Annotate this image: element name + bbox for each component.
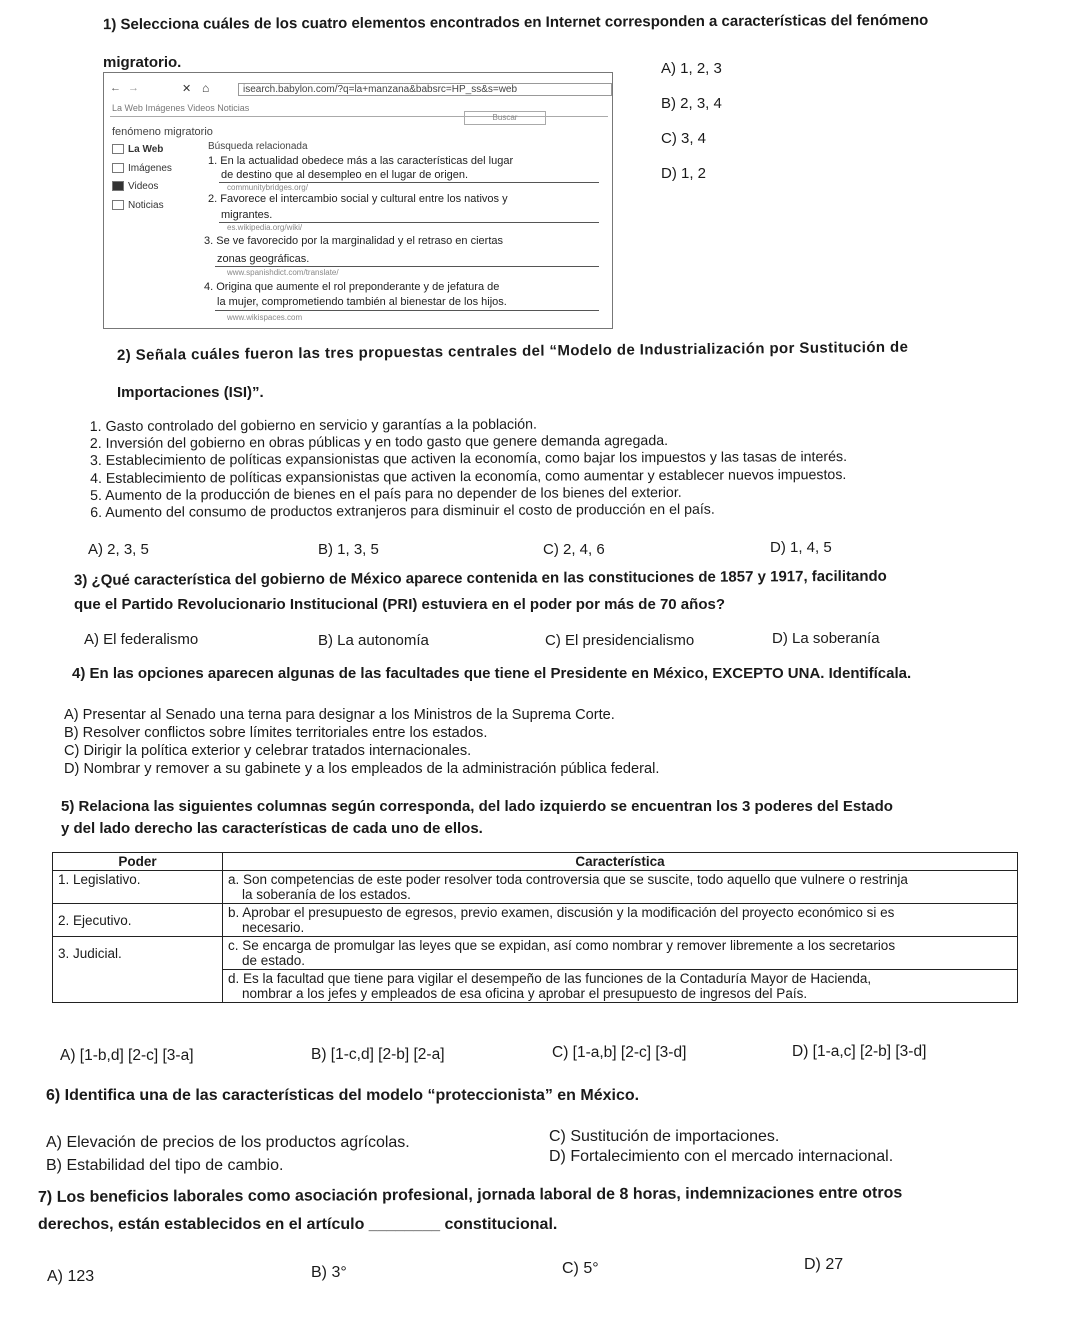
- table-header-row: [53, 853, 1018, 871]
- result-1-line-2: de destino que al desempleo en el lugar de origen.: [221, 169, 469, 181]
- sidebar-item-videos: Videos: [112, 178, 172, 197]
- forward-icon: →: [128, 82, 139, 94]
- q6-option-a[interactable]: A) Elevación de precios de los productos agrícolas.: [46, 1134, 410, 1151]
- q7-option-b[interactable]: B) 3°: [311, 1264, 347, 1281]
- q1-option-c[interactable]: C) 3, 4: [661, 130, 707, 147]
- q2-option-c[interactable]: C) 2, 4, 6: [543, 541, 605, 558]
- result-1-url: communitybridges.org/: [227, 183, 308, 192]
- q4-option-a[interactable]: A) Presentar al Senado una terna para designar a los Ministros de la Suprema Corte.: [64, 707, 615, 723]
- q1-option-d[interactable]: D) 1, 2: [661, 165, 707, 182]
- q5-statement: 5) Relaciona las siguientes columnas según corresponda, del lado izquierdo se encuentran los 3 poderes del Estado: [61, 798, 893, 815]
- q6-statement: 6) Identifica una de las características del modelo “proteccionista” en México.: [46, 1087, 640, 1104]
- power-cell: 1. Legislativo.: [53, 871, 223, 904]
- q5-option-d[interactable]: D) [1-a,c] [2-b] [3-d]: [792, 1043, 927, 1060]
- q4-statement: 4) En las opciones aparecen algunas de las facultades que tiene el Presidente en México, EXCEPTO UNA. Identifícala.: [72, 665, 912, 682]
- q7-option-a[interactable]: A) 123: [47, 1268, 95, 1285]
- characteristic-cell: c. Se encarga de promulgar las leyes que se expidan, así como nombrar y remover libremente a los secretarios de estado.: [223, 937, 1018, 970]
- q4-option-c[interactable]: C) Dirigir la política exterior y celebrar tratados internacionales.: [64, 743, 472, 759]
- q3-statement: 3) ¿Qué característica del gobierno de México aparece contenida en las constituciones de 1857 y 1917, facilitando: [73, 567, 887, 589]
- close-icon: ✕: [182, 83, 192, 95]
- q7-option-c[interactable]: C) 5°: [562, 1260, 599, 1277]
- q5-option-b[interactable]: B) [1-c,d] [2-b] [2-a]: [311, 1046, 445, 1063]
- result-1-line-1: 1. En la actualidad obedece más a las características del lugar: [208, 155, 514, 167]
- q3-option-c[interactable]: C) El presidencialismo: [545, 632, 695, 649]
- q2-item-list: [90, 415, 848, 522]
- q6-option-c[interactable]: C) Sustitución de importaciones.: [549, 1128, 780, 1145]
- q2-item: 2. Inversión del gobierno en obras públicas y en todo gasto que genere demanda agregada.: [89, 433, 669, 453]
- table-row: [53, 871, 1018, 904]
- characteristic-cell: a. Son competencias de este poder resolver toda controversia que se suscite, todo aquello que vulnere o restrinja la soberanía de los estados.: [223, 871, 1018, 904]
- q2-item: 4. Establecimiento de políticas expansionistas que activen la economía, como aumentar y establecer nuevos impuestos.: [90, 466, 847, 487]
- q3-option-d[interactable]: D) La soberanía: [772, 630, 880, 647]
- q2-statement: 2) Señala cuáles fueron las tres propuestas centrales del “Modelo de Industrialización por Sustitución de: [116, 338, 909, 364]
- sidebar-item-web: La Web: [112, 141, 172, 160]
- characteristic-cell: b. Aprobar el presupuesto de egresos, previo examen, discusión y la modificación del proyecto económico si es necesario.: [223, 904, 1018, 937]
- table-row: [53, 937, 1018, 970]
- result-2-url: es.wikipedia.org/wiki/: [227, 223, 303, 232]
- q7-statement: 7) Los beneficios laborales como asociación profesional, jornada laboral de 8 horas, indemnizaciones entre otros: [37, 1184, 903, 1206]
- q2-option-a[interactable]: A) 2, 3, 5: [88, 541, 149, 558]
- result-3-line-1: 3. Se ve favorecido por la marginalidad y el retraso en ciertas: [204, 235, 503, 247]
- result-4-url: www.wikispaces.com: [227, 313, 303, 322]
- powers-table: [52, 852, 1018, 1003]
- q3-option-b[interactable]: B) La autonomía: [318, 632, 429, 649]
- sidebar-list: [112, 141, 172, 215]
- answer-blank[interactable]: ________: [368, 1216, 440, 1233]
- q2-item: 3. Establecimiento de políticas expansionistas que activen la economía, como bajar los impuestos y las tasas de interés.: [89, 449, 848, 470]
- q1-option-a[interactable]: A) 1, 2, 3: [661, 60, 722, 77]
- q2-item: 6. Aumento del consumo de productos extranjeros para disminuir el costo de producción en el país.: [90, 501, 715, 522]
- table-row: [53, 904, 1018, 937]
- q6-option-b[interactable]: B) Estabilidad del tipo de cambio.: [46, 1157, 284, 1174]
- q6-option-d[interactable]: D) Fortalecimiento con el mercado internacional.: [549, 1148, 894, 1165]
- q2-option-d[interactable]: D) 1, 4, 5: [770, 539, 832, 556]
- back-icon: ←: [110, 82, 121, 94]
- related-search-label: Búsqueda relacionada: [208, 141, 308, 152]
- search-query: fenómeno migratorio: [112, 126, 213, 138]
- q5-statement-cont: y del lado derecho las características de cada uno de ellos.: [61, 820, 483, 837]
- browser-screenshot: [103, 72, 613, 329]
- q2-statement-cont: Importaciones (ISI)”.: [117, 384, 264, 401]
- q5-option-a[interactable]: A) [1-b,d] [2-c] [3-a]: [60, 1047, 194, 1064]
- sidebar-item-images: Imágenes: [112, 160, 172, 179]
- q3-statement-cont: que el Partido Revolucionario Institucional (PRI) estuviera en el poder por más de 70 años?: [74, 596, 725, 613]
- q1-option-b[interactable]: B) 2, 3, 4: [661, 95, 722, 112]
- sidebar-item-news: Noticias: [112, 197, 172, 216]
- result-4-line-1: 4. Origina que aumente el rol preponderante y de jefatura de: [204, 281, 500, 293]
- q7-statement-cont: derechos, están establecidos en el artículo ________ constitucional.: [38, 1216, 558, 1233]
- search-tabs: La Web Imágenes Videos Noticias: [112, 103, 250, 113]
- q1-statement-cont: migratorio.: [103, 54, 182, 71]
- q2-item: 5. Aumento de la producción de bienes en el país para no depender de los bienes del exterior.: [90, 484, 682, 504]
- result-2-line-1: 2. Favorece el intercambio social y cultural entre los nativos y: [208, 193, 508, 205]
- characteristic-cell: d. Es la facultad que tiene para vigilar el desempeño de las funciones de la Contaduría Mayor de Hacienda, nombrar a los jefes y empleados de esa oficina y aprobar el presupuesto de ingresos del País.: [223, 970, 1018, 1003]
- q1-statement: 1) Selecciona cuáles de los cuatro elementos encontrados en Internet corresponden a características del fenómeno: [102, 11, 929, 34]
- result-2-line-2: migrantes.: [221, 209, 273, 221]
- result-3-line-2: zonas geográficas.: [217, 253, 310, 265]
- q4-option-b[interactable]: B) Resolver conflictos sobre límites territoriales entre los estados.: [64, 725, 488, 741]
- result-4-line-2: la mujer, comprometiendo también al bienestar de los hijos.: [217, 296, 507, 308]
- q5-option-c[interactable]: C) [1-a,b] [2-c] [3-d]: [552, 1044, 687, 1061]
- column-header-power: Poder: [53, 853, 223, 871]
- column-header-characteristic: Característica: [223, 853, 1018, 871]
- result-3-url: www.spanishdict.com/translate/: [227, 268, 339, 277]
- power-cell: 2. Ejecutivo.: [53, 904, 223, 937]
- q2-option-b[interactable]: B) 1, 3, 5: [318, 541, 379, 558]
- address-bar: isearch.babylon.com/?q=la+manzana&babsrc=HP_ss&s=web: [238, 83, 612, 96]
- home-icon: ⌂: [202, 81, 210, 95]
- q2-item: 1. Gasto controlado del gobierno en servicio y garantías a la población.: [89, 416, 537, 436]
- q7-option-d[interactable]: D) 27: [804, 1256, 844, 1273]
- q4-option-d[interactable]: D) Nombrar y remover a su gabinete y a los empleados de la administración pública federal.: [64, 761, 660, 777]
- power-cell: 3. Judicial.: [53, 937, 223, 1003]
- q3-option-a[interactable]: A) El federalismo: [84, 631, 199, 648]
- q4-option-list: [64, 706, 659, 778]
- search-button: Buscar: [464, 111, 546, 125]
